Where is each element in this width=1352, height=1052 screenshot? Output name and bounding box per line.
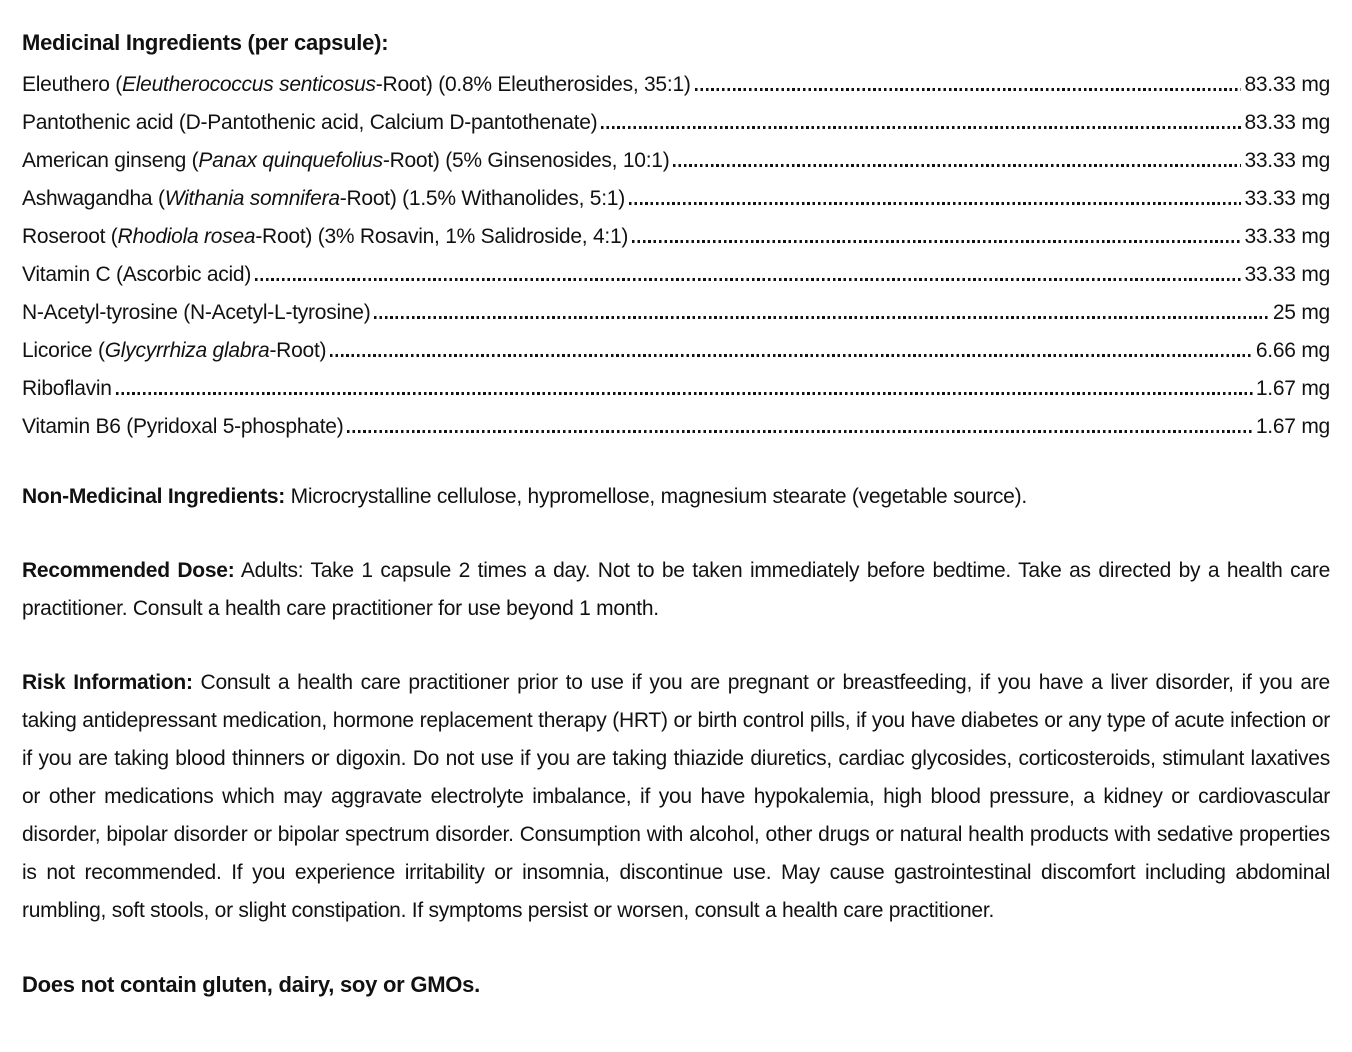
ingredient-amount: 1.67 mg	[1255, 377, 1330, 400]
dot-leader	[347, 430, 1252, 433]
non-medicinal-ingredients-paragraph	[22, 478, 1330, 516]
latin-name: Eleutherococcus senticosus	[121, 73, 376, 96]
ingredient-name-prefix: Vitamin B6 (Pyridoxal 5-phosphate)	[22, 415, 344, 438]
ingredient-amount: 1.67 mg	[1255, 415, 1330, 438]
non-medicinal-text: Microcrystalline cellulose, hypromellose, magnesium stearate (vegetable source).	[285, 485, 1027, 508]
ingredient-row	[22, 138, 1330, 176]
ingredient-name	[22, 111, 597, 138]
dot-leader	[695, 88, 1242, 91]
latin-name: Glycyrrhiza glabra	[104, 339, 270, 362]
dot-leader	[629, 202, 1241, 205]
recommended-dose-label: Recommended Dose:	[22, 559, 235, 582]
ingredient-amount: 33.33 mg	[1244, 225, 1330, 248]
dot-leader	[255, 278, 1241, 281]
ingredient-name-prefix: Roseroot (	[22, 225, 118, 248]
ingredient-name	[22, 149, 669, 176]
ingredient-name	[22, 377, 112, 404]
ingredient-name	[22, 187, 625, 214]
latin-name: Withania somnifera	[164, 187, 340, 210]
dot-leader	[374, 316, 1269, 319]
ingredient-name-prefix: Vitamin C (Ascorbic acid)	[22, 263, 252, 286]
ingredient-row	[22, 366, 1330, 404]
ingredient-row	[22, 290, 1330, 328]
dot-leader	[116, 392, 1253, 395]
medicinal-ingredients-heading: Medicinal Ingredients (per capsule):	[22, 30, 389, 55]
ingredient-row	[22, 252, 1330, 290]
ingredient-amount: 83.33 mg	[1244, 111, 1330, 134]
does-not-contain-statement: Does not contain gluten, dairy, soy or GMOs.	[22, 972, 480, 997]
ingredient-name-prefix: Eleuthero (	[22, 73, 122, 96]
ingredient-name-suffix: -Root) (1.5% Withanolides, 5:1)	[339, 187, 625, 210]
latin-name: Panax quinquefolius	[198, 149, 383, 172]
ingredient-row	[22, 100, 1330, 138]
ingredient-name	[22, 339, 326, 366]
ingredient-row	[22, 214, 1330, 252]
ingredient-amount: 33.33 mg	[1244, 187, 1330, 210]
ingredient-name-prefix: N-Acetyl-tyrosine (N-Acetyl-L-tyrosine)	[22, 301, 371, 324]
ingredient-row	[22, 62, 1330, 100]
ingredient-amount: 33.33 mg	[1244, 149, 1330, 172]
recommended-dose-text: Adults: Take 1 capsule 2 times a day. Not to be taken immediately before bedtime. Take as directed by a health care practitioner. Consult a health care practitioner for use beyond 1 month.	[22, 559, 1330, 620]
ingredient-name-prefix: Licorice (	[22, 339, 105, 362]
ingredient-name-suffix: -Root) (5% Ginsenosides, 10:1)	[382, 149, 670, 172]
risk-information-label: Risk Information:	[22, 671, 193, 694]
ingredient-name-prefix: American ginseng (	[22, 149, 199, 172]
ingredient-row	[22, 176, 1330, 214]
ingredient-amount: 6.66 mg	[1255, 339, 1330, 362]
ingredient-name-suffix: -Root) (3% Rosavin, 1% Salidroside, 4:1)	[255, 225, 629, 248]
ingredient-name	[22, 225, 628, 252]
recommended-dose-paragraph	[22, 552, 1330, 628]
ingredient-name-prefix: Pantothenic acid (D-Pantothenic acid, Calcium D-pantothenate)	[22, 111, 598, 134]
risk-information-text: Consult a health care practitioner prior to use if you are pregnant or breastfeeding, if you have a liver disorder, if you are taking antidepressant medication, hormone replacement therapy (HRT) or birth control pills, if you have diabetes or any type of acute infection or if you are taking blood thinners or digoxin. Do not use if you are taking thiazide diuretics, cardiac glycosides, corticosteroids, stimulant laxatives or other medications which may aggravate electrolyte imbalance, if you have hypokalemia, high blood pressure, a kidney or cardiovascular disorder, bipolar disorder or bipolar spectrum disorder. Consumption with alcohol, other drugs or natural health products with sedative properties is not recommended. If you experience irritability or insomnia, discontinue use. May cause gastrointestinal discomfort including abdominal rumbling, soft stools, or slight constipation. If symptoms persist or worsen, consult a health care practitioner.	[22, 671, 1330, 922]
risk-information-paragraph	[22, 664, 1330, 930]
ingredient-name-suffix: -Root)	[269, 339, 327, 362]
ingredient-row	[22, 404, 1330, 442]
ingredient-amount: 33.33 mg	[1244, 263, 1330, 286]
ingredient-amount: 25 mg	[1272, 301, 1330, 324]
dot-leader	[673, 164, 1241, 167]
dot-leader	[632, 240, 1241, 243]
ingredient-name	[22, 263, 251, 290]
ingredient-list	[22, 62, 1330, 442]
dot-leader	[330, 354, 1253, 357]
latin-name: Rhodiola rosea	[117, 225, 256, 248]
ingredient-row	[22, 328, 1330, 366]
ingredient-name-prefix: Riboflavin	[22, 377, 112, 400]
dot-leader	[601, 126, 1241, 129]
ingredient-name	[22, 301, 370, 328]
ingredient-name-prefix: Ashwagandha (	[22, 187, 165, 210]
ingredient-name	[22, 415, 343, 442]
ingredient-name	[22, 73, 691, 100]
medicinal-ingredients-section	[22, 24, 1330, 442]
ingredient-amount: 83.33 mg	[1244, 73, 1330, 96]
ingredient-name-suffix: -Root) (0.8% Eleutherosides, 35:1)	[375, 73, 691, 96]
non-medicinal-label: Non-Medicinal Ingredients:	[22, 485, 286, 508]
